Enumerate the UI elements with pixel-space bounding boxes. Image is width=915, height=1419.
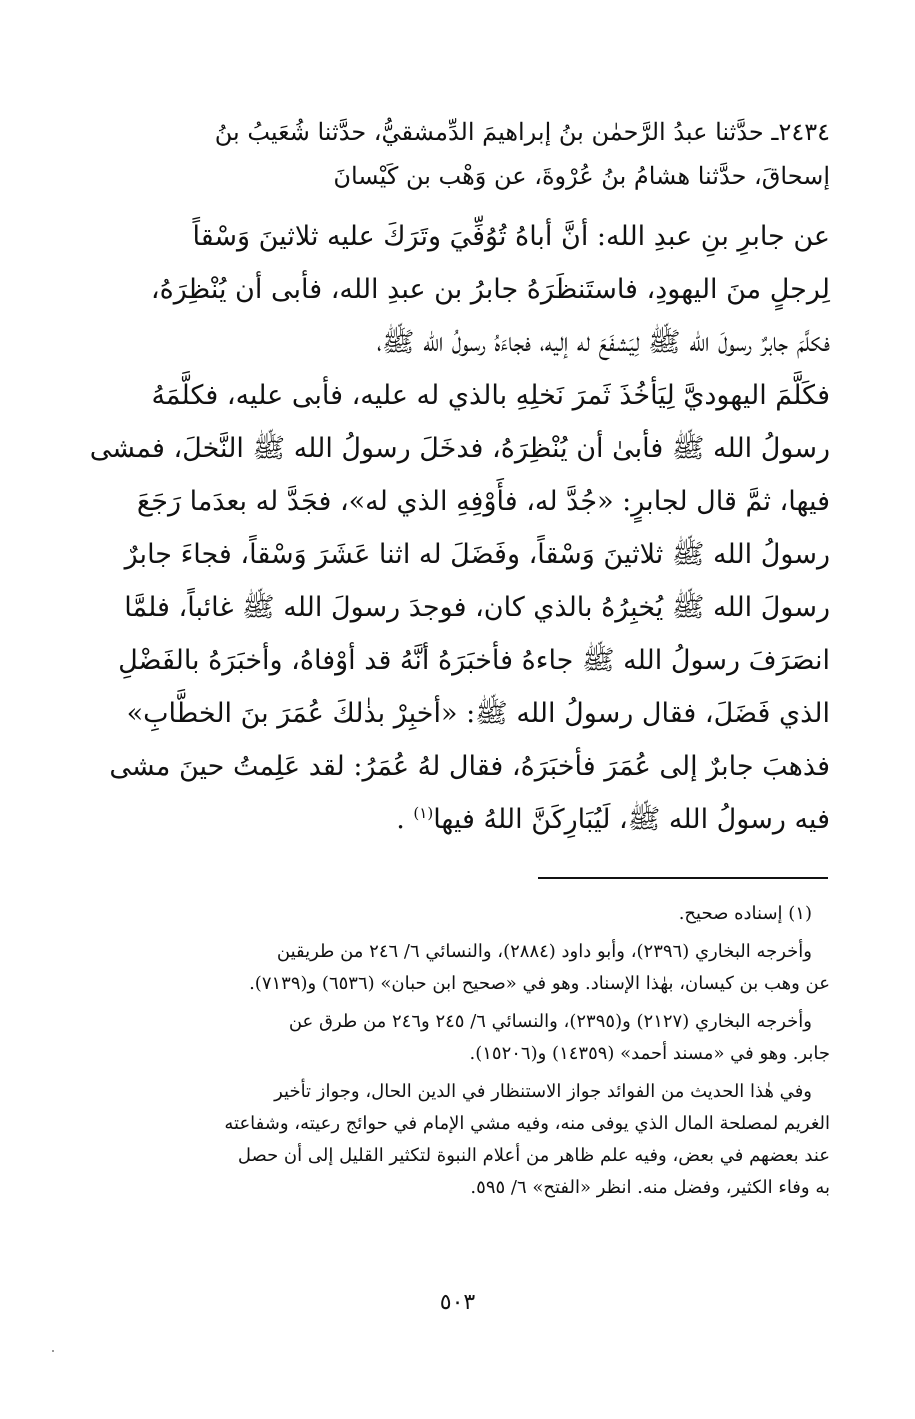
footnote-1	[112, 898, 830, 930]
footnote-line: جابر. وهو في «مسند أحمد» (١٤٣٥٩) و(١٥٢٠٦).	[469, 1043, 830, 1064]
matn-line: انصَرَفَ رسولُ الله ﷺ جاءهُ فأخبَرَهُ أنَّهُ قد أوْفاهُ، وأخبَرَهُ بالفَضْلِ	[118, 645, 830, 676]
matn-line: فيها، ثمَّ قال لجابرٍ: «جُدَّ له، فأَوْفِهِ الذي له»، فجَدَّ له بعدَما رَجَعَ	[136, 486, 830, 517]
main-text-block	[89, 110, 830, 846]
matn-line: لِرجلٍ منَ اليهودِ، فاستَنظَرَهُ جابرُ بن عبدِ الله، فأبى أن يُنْظِرَهُ،	[150, 274, 830, 305]
isnad-line: إسحاقَ، حدَّثنا هشامُ بنُ عُرْوةَ، عن وَهْب بن كَيْسانَ	[333, 162, 830, 190]
footnote-reference[interactable]: (١)	[413, 804, 434, 822]
matn-line: رسولَ الله ﷺ يُخبِرُهُ بالذي كان، فوجدَ رسولَ الله ﷺ غائباً، فلمَّا	[124, 592, 830, 623]
footnote-2	[112, 936, 830, 1000]
footnote-line: عند بعضهم في بعض، وفيه علم ظاهر من أعلام النبوة لتكثير القليل إلى أن حصل	[237, 1145, 830, 1166]
footnote-3	[112, 1006, 830, 1070]
hadith-isnad	[112, 110, 830, 198]
matn-line: الذي فَضَلَ، فقال رسولُ الله ﷺ: «أخبِرْ بذٰلكَ عُمَرَ بنَ الخطَّابِ»	[126, 698, 830, 729]
matn-end-mark: .	[396, 804, 405, 835]
matn-last-line	[112, 793, 830, 846]
matn-line: فكَلَّمَ اليهوديَّ لِيَأخُذَ ثَمرَ نَخلِهِ بالذي له عليه، فأبى عليه، فكلَّمَهُ	[151, 380, 830, 411]
footnote-line: وأخرجه البخاري (٢١٢٧) و(٢٣٩٥)، والنسائي ٦/ ٢٤٥ و٢٤٦ من طرق عن	[288, 1011, 812, 1032]
page-number: ٥٠٣	[439, 1290, 476, 1315]
matn-line: فذهبَ جابرٌ إلى عُمَرَ فأخبَرَهُ، فقال لهُ عُمَرُ: لقد عَلِمتُ حينَ مشى	[109, 751, 830, 782]
footnote-line: وفي هٰذا الحديث من الفوائد جواز الاستنظار في الدين الحال، وجواز تأخير	[274, 1081, 812, 1102]
scan-speck	[52, 1350, 54, 1352]
footnote-4	[112, 1076, 830, 1204]
isnad-line: ٢٤٣٤ـ حدَّثنا عبدُ الرَّحمٰن بنُ إبراهيمَ الدِّمشقيُّ، حدَّثنا شُعَيبُ بنُ	[214, 118, 830, 146]
matn-line: فكلَّمَ جابرٌ رسولَ الله ﷺ لِيَشفَعَ له إليه، فجاءَهُ رسولُ الله ﷺ،	[376, 327, 830, 358]
matn-line: رسولُ الله ﷺ ثلاثينَ وَسْقاً، وفَضَلَ له اثنا عَشَرَ وَسْقاً، فجاءَ جابرٌ	[124, 539, 830, 570]
hadith-matn	[89, 210, 830, 846]
footnote-line: الغريم لمصلحة المال الذي يوفى منه، وفيه مشي الإمام في حوائج رعيته، وشفاعته	[224, 1113, 830, 1134]
matn-line: عن جابرِ بنِ عبدِ الله: أنَّ أباهُ تُوُفِّيَ وتَرَكَ عليه ثلاثينَ وَسْقاً	[192, 221, 830, 252]
matn-line: رسولُ الله ﷺ فأبىٰ أن يُنْظِرَهُ، فدخَلَ رسولُ الله ﷺ النَّخلَ، فمشى	[89, 433, 830, 464]
footnotes-block	[112, 898, 830, 1210]
footnote-line: عن وهب بن كيسان، بهٰذا الإسناد. وهو في «صحيح ابن حبان» (٦٥٣٦) و(٧١٣٩).	[249, 973, 830, 994]
footnote-line: به وفاء الكثير، وفضل منه. انظر «الفتح» ٦/ ٥٩٥.	[470, 1177, 830, 1198]
footnote-line: (١) إسناده صحيح.	[678, 903, 812, 924]
matn-last-text: فيه رسولُ الله ﷺ، لَيُبَارِكَنَّ اللهُ فيها	[433, 804, 830, 835]
footnote-separator	[538, 877, 828, 879]
footnote-line: وأخرجه البخاري (٢٣٩٦)، وأبو داود (٢٨٨٤)، والنسائي ٦/ ٢٤٦ من طريقين	[276, 941, 812, 962]
